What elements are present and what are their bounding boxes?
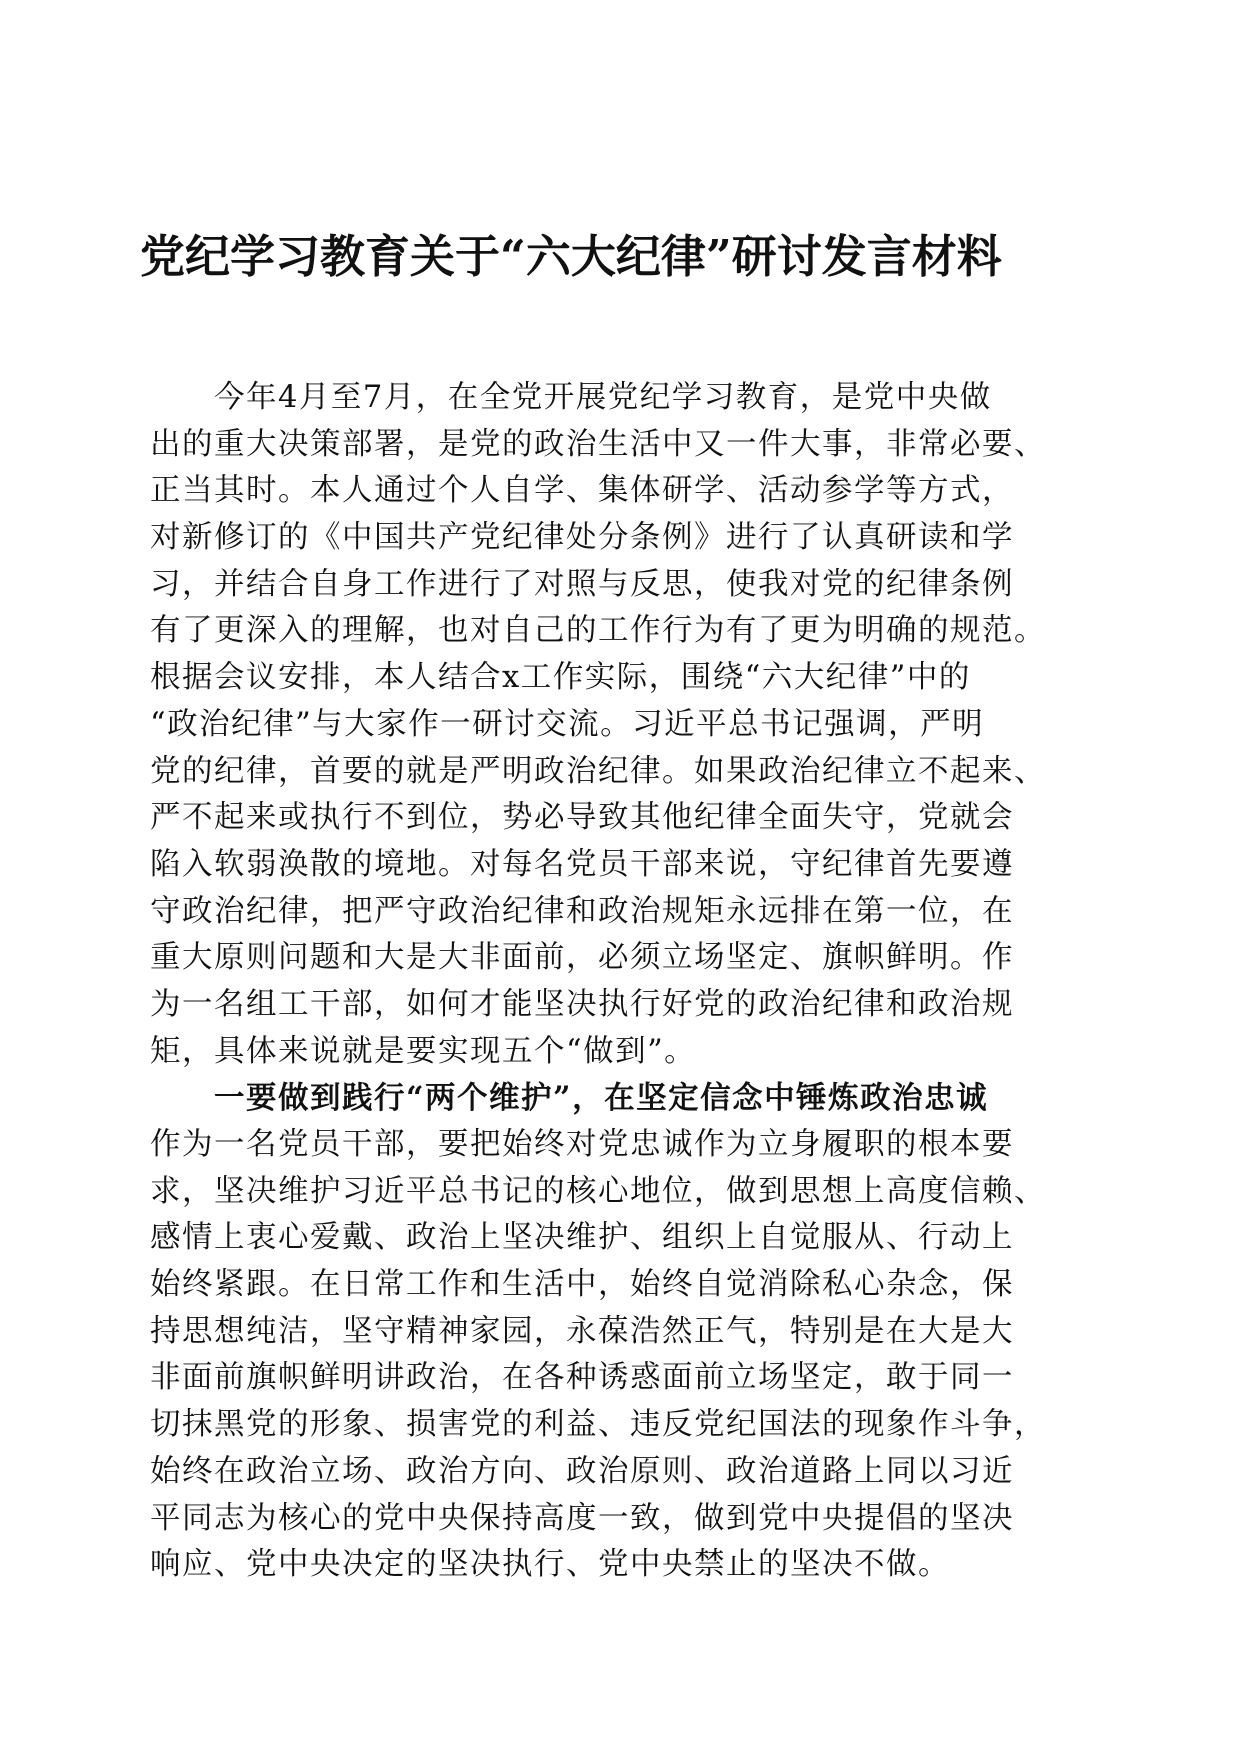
paragraph-2-line: 始终紧跟。在日常工作和生活中，始终自觉消除私心杂念，保 [150,1267,1014,1303]
paragraph-2-line: 非面前旗帜鲜明讲政治，在各种诱惑面前立场坚定，敢于同一 [150,1360,1014,1396]
paragraph-1-line: 守政治纪律，把严守政治纪律和政治规矩永远排在第一位，在 [150,893,1014,929]
paragraph-1-line: 为一名组工干部，如何才能坚决执行好党的政治纪律和政治规 [150,986,1014,1022]
paragraph-1-line: 有了更深入的理解，也对自己的工作行为有了更为明确的规范。 [150,613,1046,649]
paragraph-2-line: 求，坚决维护习近平总书记的核心地位，做到思想上高度信赖、 [150,1173,1046,1209]
paragraph-1-line: 今年4月至7月，在全党开展党纪学习教育，是党中央做 [214,380,992,415]
document-body [150,375,1100,1589]
paragraph-2-line: 持思想纯洁，坚守精神家园，永葆浩然正气，特别是在大是大 [150,1313,1014,1349]
paragraph-2-line: 感情上衷心爱戴、政治上坚决维护、组织上自觉服从、行动上 [150,1220,1014,1256]
paragraph-1-line: 重大原则问题和大是大非面前，必须立场坚定、旗帜鲜明。作 [150,940,1014,976]
paragraph-2-line: 响应、党中央决定的坚决执行、党中央禁止的坚决不做。 [150,1547,950,1583]
section-1-heading: 一要做到践行“两个维护”，在坚定信念中锤炼政治忠诚 [214,1080,989,1117]
paragraph-1-line: 严不起来或执行不到位，势必导致其他纪律全面失守，党就会 [150,800,1014,836]
paragraph-1-line: 正当其时。本人通过个人自学、集体研学、活动参学等方式， [150,473,1014,509]
paragraph-1-line: 对新修订的《中国共产党纪律处分条例》进行了认真研读和学 [150,520,1014,556]
paragraph-1-line: “政治纪律”与大家作一研讨交流。习近平总书记强调，严明 [150,706,985,742]
paragraph-2-line: 始终在政治立场、政治方向、政治原则、政治道路上同以习近 [150,1453,1014,1489]
document-title: 党纪学习教育关于“六大纪律”研讨发言材料 [140,230,1002,283]
paragraph-1-line: 党的纪律，首要的就是严明政治纪律。如果政治纪律立不起来、 [150,753,1046,789]
paragraph-1-line: 陷入软弱涣散的境地。对每名党员干部来说，守纪律首先要遵 [150,846,1014,882]
paragraph-2-line: 切抹黑党的形象、损害党的利益、违反党纪国法的现象作斗争， [150,1407,1046,1443]
paragraph-2-line: 作为一名党员干部，要把始终对党忠诚作为立身履职的根本要 [150,1127,1014,1162]
paragraph-1-line: 习，并结合自身工作进行了对照与反思，使我对党的纪律条例 [150,566,1014,602]
paragraph-2-line: 平同志为核心的党中央保持高度一致，做到党中央提倡的坚决 [150,1500,1014,1536]
paragraph-1-line: 出的重大决策部署，是党的政治生活中又一件大事，非常必要、 [150,426,1046,462]
paragraph-1-line: 根据会议安排，本人结合x工作实际，围绕“六大纪律”中的 [150,660,971,696]
paragraph-1-line: 矩，具体来说就是要实现五个“做到”。 [150,1033,697,1069]
